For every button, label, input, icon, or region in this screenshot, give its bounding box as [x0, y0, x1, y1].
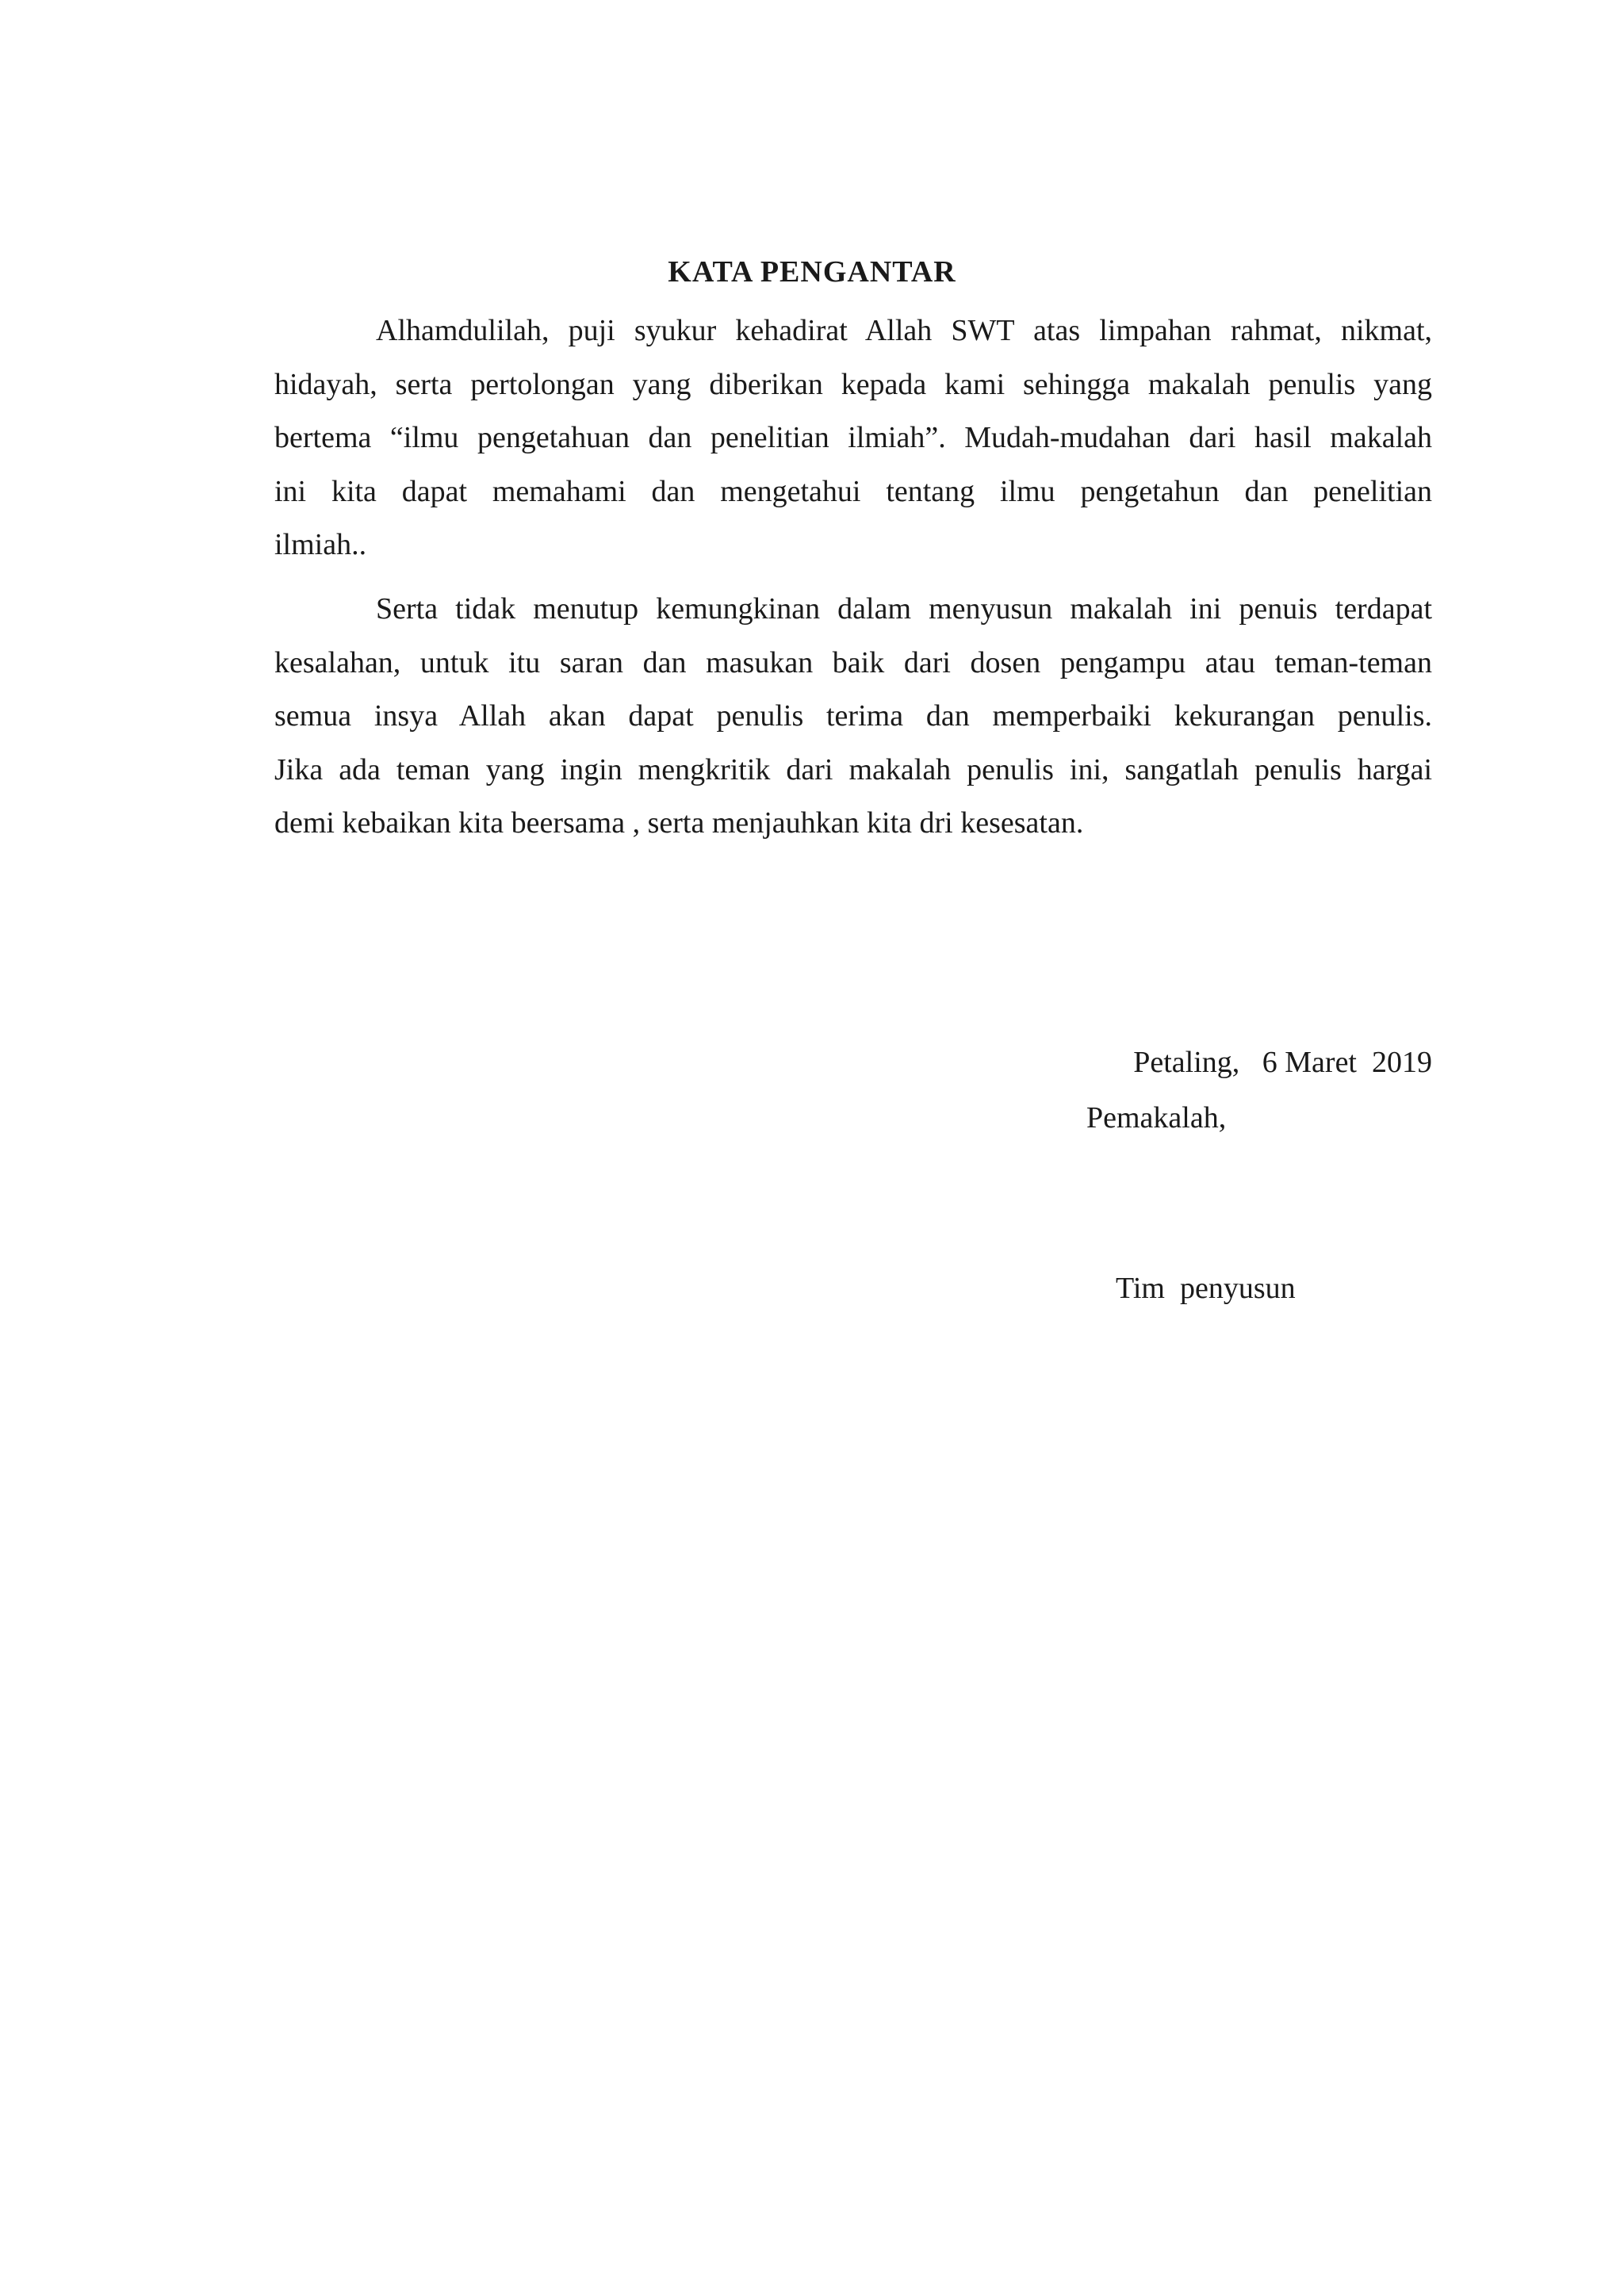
place-date: Petaling, 6 Maret 2019	[1133, 1046, 1432, 1079]
paragraph-1-line-4: ini kita dapat memahami dan mengetahui tentang ilmu pengetahun dan penelitian	[274, 474, 1432, 508]
paragraph-2-line-3: semua insya Allah akan dapat penulis terima dan memperbaiki kekurangan penulis.	[274, 699, 1432, 733]
paragraph-2-line-2: kesalahan, untuk itu saran dan masukan baik dari dosen pengampu atau teman-teman	[274, 645, 1432, 679]
page-title: KATA PENGANTAR	[668, 255, 956, 289]
paragraph-2-line-1: Serta tidak menutup kemungkinan dalam menyusun makalah ini penuis terdapat	[376, 592, 1432, 626]
signature-name: Tim penyusun	[1116, 1272, 1296, 1305]
paragraph-1	[274, 304, 1432, 572]
paragraph-2-line-4: Jika ada teman yang ingin mengkritik dari makalah penulis ini, sangatlah penulis hargai	[274, 752, 1432, 786]
paragraph-2-line-5: demi kebaikan kita beersama , serta menjauhkan kita dri kesesatan.	[274, 806, 1084, 840]
paragraph-1-line-2: hidayah, serta pertolongan yang diberikan kepada kami sehingga makalah penulis yang	[274, 367, 1432, 401]
author-role: Pemakalah,	[1086, 1101, 1227, 1135]
paragraph-2	[274, 583, 1432, 851]
paragraph-1-line-3: bertema “ilmu pengetahuan dan penelitian ilmiah”. Mudah-mudahan dari hasil makalah	[274, 421, 1432, 454]
paragraph-1-line-5: ilmiah..	[274, 528, 367, 561]
paragraph-1-line-1: Alhamdulilah, puji syukur kehadirat Allah SWT atas limpahan rahmat, nikmat,	[376, 314, 1432, 347]
